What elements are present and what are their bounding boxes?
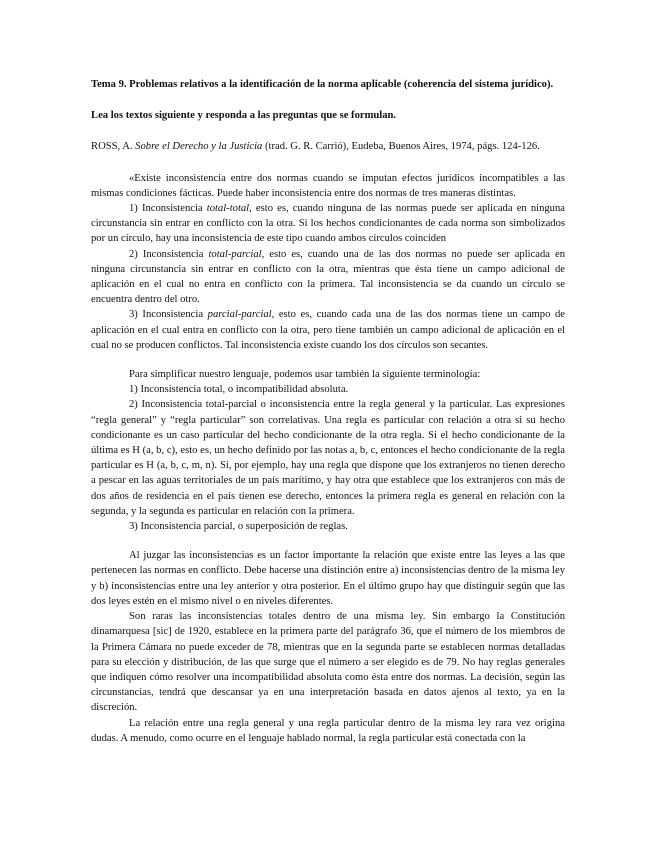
inconsistency-type-1 <box>91 201 565 247</box>
type-1-text: , esto es, cuando ninguna de las normas puede ser aplicada en ninguna circunstancia sin entrar en conflicto con la otra. Si los hechos condicionantes de cada norma son simbolizados por un círculo, hay una inconsistencia de este tipo cuando ambos círculos coinciden <box>91 203 565 245</box>
reference-details: (trad. G. R. Carrió), Eudeba, Buenos Aires, 1974, págs. 124-126. <box>265 141 540 153</box>
terminology-item-3: 3) Inconsistencia parcial, o superposición de reglas. <box>129 521 348 533</box>
reference-work: Sobre el Derecho y la Justicia <box>135 141 263 153</box>
reference-author: ROSS, A. <box>91 141 133 153</box>
document-title: Tema 9. Problemas relativos a la identificación de la norma aplicable (coherencia del sistema jurídico). <box>91 79 554 90</box>
type-1-term: total-total <box>206 203 250 215</box>
terminology-intro: Para simplificar nuestro lenguaje, podemos usar también la siguiente terminología: <box>129 369 481 381</box>
type-2-term: total-parcial <box>208 248 262 260</box>
type-3-term: parcial-parcial <box>207 309 272 321</box>
quote-intro: «Existe inconsistencia entre dos normas cuando se imputan efectos jurídicos incompatibles a las mismas condiciones fácticas. Puede haber inconsistencia entre dos normas de tres maneras distintas. <box>91 172 565 199</box>
type-3-text: , esto es, cuando cada una de las dos normas tiene un campo de aplicación en el cual entra en conflicto con la otra, pero tiene también un campo adicional de aplicación en el cual no se producen conflictos. Tal inconsistencia existe cuando los dos círculos son secantes. <box>91 309 565 351</box>
body-paragraph-3: La relación entre una regla general y una regla particular dentro de la misma ley rara vez origina dudas. A menudo, como ocurre en el lenguaje hablado normal, la regla particular está conectada con la <box>91 717 565 744</box>
body-paragraph-2: Son raras las inconsistencias totales dentro de una misma ley. Sin embargo la Constitución dinamarquesa [sic] de 1920, establece en la primera parte del parágrafo 36, que el número de los miembros de la Primera Cámara no puede exceder de 78, mientras que en la segunda parte se establecen normas detalladas para su elección y distribución, de las que surge que el número a ser elegido es de 79. No hay reglas generales que indiquen cómo resolver una incompatibilidad absoluta como ésta entre dos normas. La decisión, según las circunstancias, tendrá que descansar ya en una interpretación basada en datos ajenos al texto, ya en la discreción. <box>91 611 565 714</box>
document-body <box>91 77 565 746</box>
type-2-text: , esto es, cuando una de las dos normas no puede ser aplicada en ninguna circunstancia sin entrar en conflicto con la otra, mientras que ésta tiene un campo adicional de aplicación en el cual no entra en conflicto con la primera. Tal inconsistencia se da cuando un círculo se encuentra dentro del otro. <box>91 248 565 306</box>
body-paragraph-1: Al juzgar las inconsistencias es un factor importante la relación que existe entre las leyes a las que pertenecen las normas en conflicto. Debe hacerse una distinción entre a) inconsistencias dentro de la misma ley y b) inconsistencias entre una ley anterior y otra posterior. En el último grupo hay que distinguir según que las dos leyes estén en el mismo nivel o en niveles diferentes. <box>91 550 565 607</box>
type-3-prefix: 3) Inconsistencia <box>129 309 208 321</box>
inconsistency-type-3 <box>91 307 565 353</box>
terminology-item-2: 2) Inconsistencia total-parcial o inconsistencia entre la regla general y la particular. Las expresiones “regla general” y “regla particular” son correlativas. Una regla es particular con relación a otra si su hecho condicionante es un caso particular del hecho condicionante de la otra regla. Si el hecho condicionante de la última es H (a, b, c), esto es, un hecho definido por las notas a, b, c, entonces el hecho condicionante de la regla particular es H (a, b, c, m, n). Si, por ejemplo, hay una regla que dispone que los extranjeros no tienen derecho a pescar en las aguas territoriales de un país marítimo, y hay otra que establece que los extranjeros con más de dos años de residencia en el país tienen ese derecho, entonces la primera regla es general en relación con la segunda, y la segunda es particular en relación con la primera. <box>91 399 565 517</box>
instructions: Lea los textos siguiente y responda a las preguntas que se formulan. <box>91 110 397 122</box>
type-1-prefix: 1) Inconsistencia <box>129 203 207 215</box>
type-2-prefix: 2) Inconsistencia <box>129 248 209 260</box>
inconsistency-type-2 <box>91 247 565 308</box>
terminology-item-1: 1) Inconsistencia total, o incompatibilidad absoluta. <box>129 384 349 396</box>
bibliographic-reference <box>91 139 565 154</box>
